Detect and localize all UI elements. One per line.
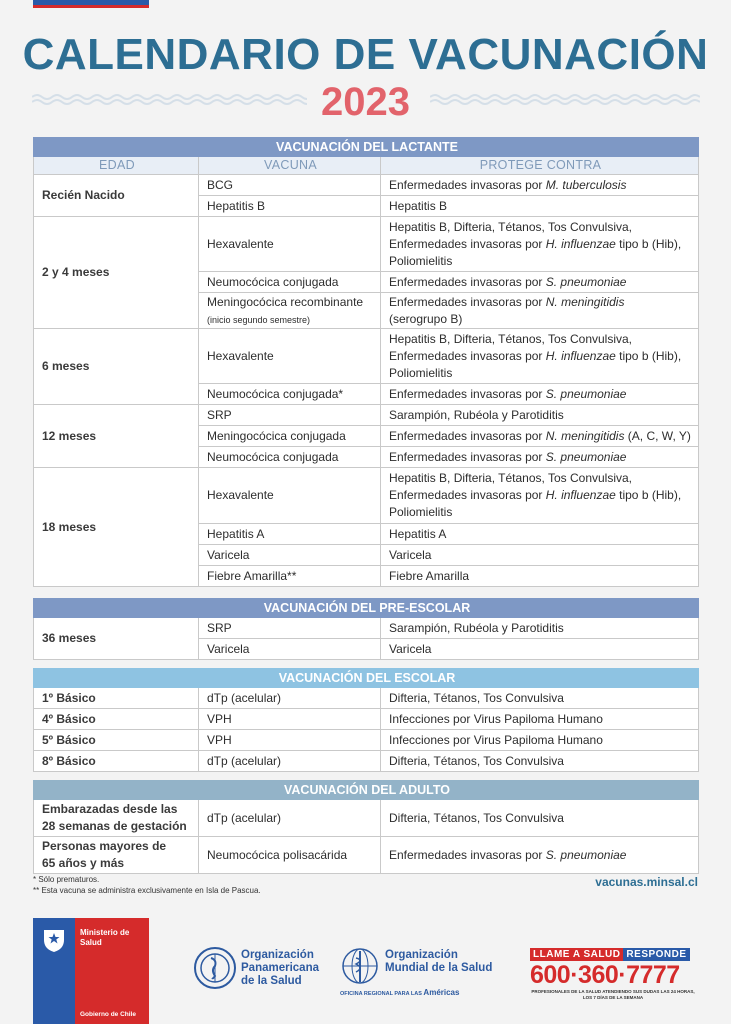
vaccine-cell: SRP: [199, 618, 381, 639]
table-row: [34, 468, 699, 524]
section-header: [34, 669, 699, 688]
section-title-adulto: VACUNACIÓN DEL ADULTO: [34, 781, 699, 800]
table-row: [34, 730, 699, 751]
protect-cell: Sarampión, Rubéola y Parotiditis: [381, 405, 699, 426]
vaccine-cell: Neumocócica conjugada*: [199, 384, 381, 405]
footnotes: [33, 874, 261, 896]
table-row: [34, 405, 699, 426]
table-row: [34, 837, 699, 874]
protect-cell: Varicela: [381, 639, 699, 660]
vaccine-cell: Neumocócica conjugada: [199, 447, 381, 468]
vaccine-cell: SRP: [199, 405, 381, 426]
protect-cell: Hepatitis B: [381, 196, 699, 217]
table-row: [34, 751, 699, 772]
vaccine-cell: Varicela: [199, 639, 381, 660]
age-cell: Recién Nacido: [34, 175, 199, 217]
protect-cell: Infecciones por Virus Papiloma Humano: [381, 709, 699, 730]
protect-cell: Enfermedades invasoras por M. tuberculosis: [381, 175, 699, 196]
section-header: [34, 781, 699, 800]
col-header-edad: EDAD: [34, 157, 199, 175]
table-row: [34, 688, 699, 709]
table-row: [34, 709, 699, 730]
table-row: [34, 175, 699, 196]
section-title-escolar: VACUNACIÓN DEL ESCOLAR: [34, 669, 699, 688]
protect-cell: Hepatitis B, Difteria, Tétanos, Tos Convulsiva, Enfermedades invasoras por H. influenzae tipo b (Hib), Poliomielitis: [381, 217, 699, 272]
table-row: [34, 618, 699, 639]
footnote-1: * Sólo prematuros.: [33, 875, 100, 884]
table-row: [34, 329, 699, 384]
vaccine-cell: Fiebre Amarilla**: [199, 566, 381, 587]
age-cell: 8º Básico: [34, 751, 199, 772]
vaccine-cell: Hexavalente: [199, 329, 381, 384]
protect-cell: Hepatitis A: [381, 524, 699, 545]
vaccine-cell: Neumocócica conjugada: [199, 272, 381, 293]
protect-cell: Sarampión, Rubéola y Parotiditis: [381, 618, 699, 639]
protect-cell: Enfermedades invasoras por S. pneumoniae: [381, 272, 699, 293]
vaccine-cell: VPH: [199, 730, 381, 751]
escolar-table: [33, 668, 699, 772]
protect-cell: Fiebre Amarilla: [381, 566, 699, 587]
page-title: CALENDARIO DE VACUNACIÓN: [22, 30, 709, 79]
salud-responde-logo: LLAME A SALUD RESPONDE 600·360·7777 PROFESIONALES DE LA SALUD ATENDIENDO SUS DUDAS LAS 24 HORAS, LOS 7 DÍAS DE LA SEMANA: [530, 949, 695, 1000]
protect-cell: Enfermedades invasoras por N. meningitidis (serogrupo B): [381, 293, 699, 329]
protect-cell: Difteria, Tétanos, Tos Convulsiva: [381, 751, 699, 772]
vaccine-cell: BCG: [199, 175, 381, 196]
globe-icon: [193, 946, 237, 990]
section-header: [34, 599, 699, 618]
age-cell: 18 meses: [34, 468, 199, 587]
protect-cell: Difteria, Tétanos, Tos Convulsiva: [381, 800, 699, 837]
vaccine-cell: Neumocócica polisacárida: [199, 837, 381, 874]
age-cell: 12 meses: [34, 405, 199, 468]
vaccine-cell: dTp (acelular): [199, 751, 381, 772]
protect-cell: Varicela: [381, 545, 699, 566]
adulto-table: [33, 780, 699, 874]
vaccine-cell: Hexavalente: [199, 217, 381, 272]
age-cell: 36 meses: [34, 618, 199, 660]
protect-cell: Enfermedades invasoras por S. pneumoniae: [381, 447, 699, 468]
footnote-2: ** Esta vacuna se administra exclusivamente en Isla de Pascua.: [33, 886, 261, 895]
column-header-row: [34, 157, 699, 175]
vaccine-cell: Hexavalente: [199, 468, 381, 524]
age-cell: Embarazadas desde las 28 semanas de gestación: [34, 800, 199, 837]
who-emblem-icon: [340, 946, 380, 986]
section-title-preescolar: VACUNACIÓN DEL PRE-ESCOLAR: [34, 599, 699, 618]
vaccine-cell: Meningocócica recombinante (inicio segundo semestre): [199, 293, 381, 329]
table-row: [34, 217, 699, 272]
vaccine-cell: dTp (acelular): [199, 688, 381, 709]
age-cell: Personas mayores de 65 años y más: [34, 837, 199, 874]
protect-cell: Enfermedades invasoras por S. pneumoniae: [381, 837, 699, 874]
protect-cell: Infecciones por Virus Papiloma Humano: [381, 730, 699, 751]
col-header-vacuna: VACUNA: [199, 157, 381, 175]
coat-of-arms-icon: [39, 924, 69, 954]
page-year: 2023: [321, 80, 410, 124]
vaccine-cell: Hepatitis B: [199, 196, 381, 217]
age-cell: 4º Básico: [34, 709, 199, 730]
protect-cell: Hepatitis B, Difteria, Tétanos, Tos Convulsiva, Enfermedades invasoras por H. influenzae tipo b (Hib), Poliomielitis: [381, 468, 699, 524]
col-header-protege: PROTEGE CONTRA: [381, 157, 699, 175]
age-cell: 6 meses: [34, 329, 199, 405]
oms-logo: Organización Mundial de la Salud OFICINA REGIONAL PARA LAS Américas: [340, 946, 500, 996]
preescolar-table: [33, 598, 699, 660]
lactante-table: [33, 137, 699, 587]
ops-logo: Organización Panamericana de la Salud: [193, 946, 333, 996]
section-header: [34, 138, 699, 157]
minsal-logo: Ministerio de Salud Gobierno de Chile: [33, 918, 149, 1024]
age-cell: 5º Básico: [34, 730, 199, 751]
protect-cell: Hepatitis B, Difteria, Tétanos, Tos Convulsiva, Enfermedades invasoras por H. influenzae tipo b (Hib), Poliomielitis: [381, 329, 699, 384]
chile-flag-bar: [33, 0, 149, 8]
age-cell: 1º Básico: [34, 688, 199, 709]
table-row: [34, 800, 699, 837]
protect-cell: Difteria, Tétanos, Tos Convulsiva: [381, 688, 699, 709]
age-cell: 2 y 4 meses: [34, 217, 199, 329]
phone-number[interactable]: 600·360·7777: [530, 961, 680, 989]
vaccine-cell: Varicela: [199, 545, 381, 566]
protect-cell: Enfermedades invasoras por S. pneumoniae: [381, 384, 699, 405]
section-title-lactante: VACUNACIÓN DEL LACTANTE: [34, 138, 699, 157]
website-link[interactable]: vacunas.minsal.cl: [595, 875, 698, 889]
vaccine-cell: Meningocócica conjugada: [199, 426, 381, 447]
protect-cell: Enfermedades invasoras por N. meningitidis (A, C, W, Y): [381, 426, 699, 447]
vaccine-cell: VPH: [199, 709, 381, 730]
vaccine-cell: Hepatitis A: [199, 524, 381, 545]
vaccine-cell: dTp (acelular): [199, 800, 381, 837]
